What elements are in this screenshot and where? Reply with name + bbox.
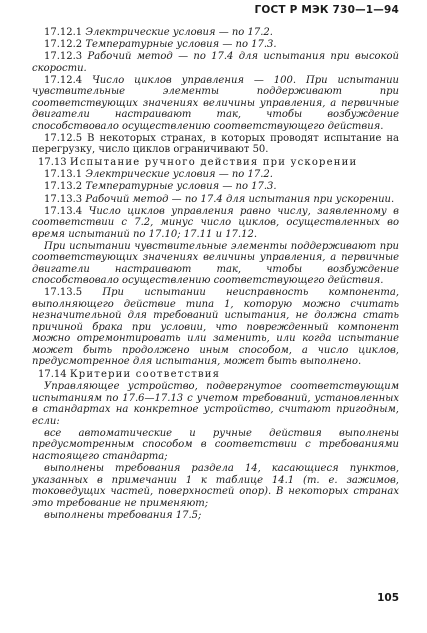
clause-text: Температурные условия — по 17.3. [85, 39, 277, 51]
clause-number: 17.13.2 [44, 181, 83, 193]
paragraph-17-12-4 [32, 75, 399, 133]
paragraph-17-13-2 [32, 181, 399, 193]
clause-text: все автоматические и ручные действия выполнены предусмотренным способом в соответствии с требованиями настоящего стандарта; [32, 427, 399, 462]
paragraph-criterion-2 [32, 463, 399, 509]
clause-text: Температурные условия — по 17.3. [85, 181, 277, 193]
section-number: 17.14 [38, 368, 67, 380]
clause-text: При испытании неисправность компонента, выполняющего действие типа 1, которую можно считать незначительной для требований испытания, не должна стать причиной брака при условии, что поврежденный компонент можно отремонтировать или заменить, или когда испытание может быть продолжено иным способом, а число циклов, предусмотренное для испытания, может быть выполнено. [32, 287, 399, 368]
paragraph-17-12-5 [32, 133, 399, 156]
clause-text: Число циклов управления равно числу, заявленному в соответствии с 7.2, минус число циклов, осуществленных во время испытаний по 17.10; 17.11 и 17.12. [32, 205, 399, 240]
clause-text: Электрические условия — по 17.2. [85, 169, 273, 181]
paragraph-17-12-3 [32, 51, 399, 74]
paragraph-17-12-2 [32, 39, 399, 51]
clause-number: 17.13.3 [44, 193, 83, 205]
clause-number: 17.12.5 [44, 132, 83, 144]
clause-text: При испытании чувствительные элементы поддерживают при соответствующих значениях величины управления, а первичные двигатели настраивают так, чтобы возбуждение способствовало осуществлению соответствующего действия. [32, 240, 399, 287]
section-title: Испытание ручного действия при ускорении [69, 156, 358, 168]
section-number: 17.13 [38, 156, 67, 168]
clause-number: 17.12.3 [44, 51, 83, 63]
clause-text: Управляющее устройство, подвергнутое соответствующим испытаниям по 17.6—17.13 с учетом требований, установленных в стандартах на конкретное устройство, считают пригодным, если: [32, 381, 399, 427]
section-heading-17-14 [32, 369, 399, 381]
clause-number: 17.13.5 [44, 287, 83, 299]
paragraph-17-13-4-cont [32, 241, 399, 287]
paragraph-17-13-5 [32, 287, 399, 368]
clause-number: 17.13.1 [44, 169, 83, 181]
section-title: Критерии соответствия [69, 368, 221, 380]
clause-text: В некоторых странах, в которых проводят испытание на перегрузку, число циклов ограничивают 50. [32, 132, 399, 156]
clause-number: 17.12.1 [44, 27, 83, 38]
paragraph-17-13-1 [32, 169, 399, 181]
paragraph-17-12-1 [32, 27, 399, 39]
paragraph-17-14-intro [32, 381, 399, 427]
clause-number: 17.13.4 [44, 205, 83, 217]
clause-text: выполнены требования 17.5; [44, 509, 202, 521]
paragraph-17-13-3 [32, 194, 399, 206]
page-header: ГОСТ Р МЭК 730—1—94 [254, 4, 399, 16]
clause-text: Рабочий метод — по 17.4 для испытания при высокой скорости. [32, 51, 399, 74]
clause-number: 17.12.4 [44, 74, 83, 86]
clause-text: Рабочий метод — по 17.4 для испытания при ускорении. [85, 193, 395, 205]
paragraph-criterion-3 [32, 510, 399, 522]
paragraph-17-13-4 [32, 206, 399, 241]
clause-text: Электрические условия — по 17.2. [85, 27, 273, 38]
clause-text: выполнены требования раздела 14, касающиеся пунктов, указанных в примечании 1 к таблице 14.1 (т. е. зажимов, токоведущих частей, поверхностей опор). В некоторых странах это требование не применяют; [32, 463, 399, 509]
clause-text: Число циклов управления — 100. При испытании чувствительные элементы поддерживают при соответствующих значениях величины управления, а первичные двигатели настраивают так, чтобы возбуждение способствовало осуществлению соответствующего действия. [32, 74, 399, 132]
page-number: 105 [377, 592, 399, 604]
clause-number: 17.12.2 [44, 39, 83, 51]
section-heading-17-13 [32, 157, 399, 169]
document-body [32, 27, 399, 522]
paragraph-criterion-1 [32, 428, 399, 463]
